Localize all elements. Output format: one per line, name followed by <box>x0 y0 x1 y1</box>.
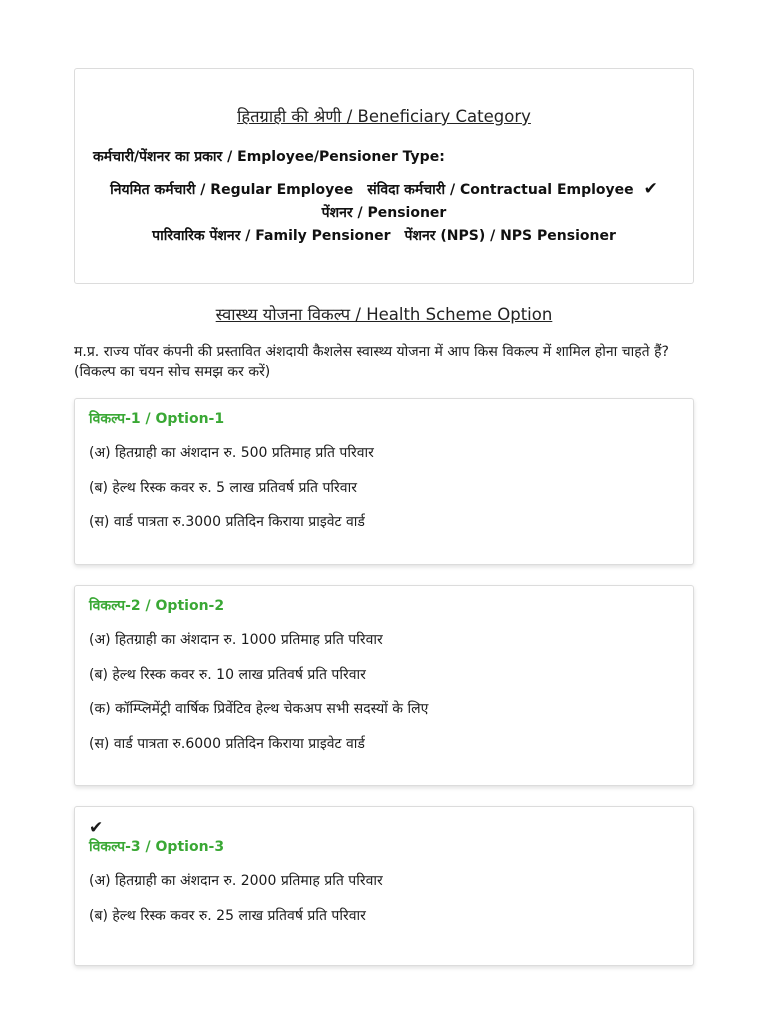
option-item: (ब) हेल्थ रिस्क कवर रु. 5 लाख प्रतिवर्ष प्रति परिवार <box>89 479 357 496</box>
option-item: (अ) हितग्राही का अंशदान रु. 1000 प्रतिमाह प्रति परिवार <box>89 632 383 648</box>
check-mark-icon: ✔ <box>643 179 658 199</box>
health-scheme-title: स्वास्थ्य योजना विकल्प / Health Scheme Option <box>215 305 553 324</box>
type-option-regular[interactable]: नियमित कर्मचारी / Regular Employee <box>110 182 354 198</box>
beneficiary-category-card <box>74 68 694 284</box>
option-item: (अ) हितग्राही का अंशदान रु. 500 प्रतिमाह प्रति परिवार <box>89 445 374 461</box>
employee-type-label: कर्मचारी/पेंशनर का प्रकार / Employee/Pensioner Type: <box>93 149 445 165</box>
health-scheme-question: म.प्र. राज्य पॉवर कंपनी की प्रस्तावित अंशदायी कैशलेस स्वास्थ्य योजना में आप किस विकल्प में शामिल होना चाहते हैं? (विकल्प का चयन सोच समझ कर करें) <box>74 344 669 380</box>
option-item: (अ) हितग्राही का अंशदान रु. 2000 प्रतिमाह प्रति परिवार <box>89 873 383 889</box>
type-option-family-pensioner[interactable]: पारिवारिक पेंशनर / Family Pensioner <box>152 228 391 244</box>
type-row-1 <box>75 179 693 199</box>
option-title: विकल्प-1 / Option-1 <box>89 411 225 427</box>
option-card-1[interactable] <box>74 398 694 565</box>
type-option-pensioner[interactable]: पेंशनर / Pensioner <box>321 205 447 221</box>
option-item: (स) वार्ड पात्रता रु.3000 प्रतिदिन किराया प्राइवेट वार्ड <box>89 514 365 531</box>
beneficiary-category-title: हितग्राही की श्रेणी / Beneficiary Category <box>237 107 531 126</box>
type-option-contractual[interactable]: संविदा कर्मचारी / Contractual Employee <box>367 182 634 198</box>
option-card-3[interactable] <box>74 806 694 966</box>
check-mark-icon: ✔ <box>89 818 104 838</box>
option-item: (स) वार्ड पात्रता रु.6000 प्रतिदिन किराया प्राइवेट वार्ड <box>89 735 365 752</box>
option-item: (ब) हेल्थ रिस्क कवर रु. 10 लाख प्रतिवर्ष प्रति परिवार <box>89 666 366 683</box>
type-option-nps-pensioner[interactable]: पेंशनर (NPS) / NPS Pensioner <box>404 228 616 244</box>
option-item: (ब) हेल्थ रिस्क कवर रु. 25 लाख प्रतिवर्ष प्रति परिवार <box>89 907 366 924</box>
option-item: (क) कॉम्प्लिमेंट्री वार्षिक प्रिवेंटिव हेल्थ चेकअप सभी सदस्यों के लिए <box>89 701 429 718</box>
option-title: विकल्प-3 / Option-3 <box>89 839 225 855</box>
type-row-3 <box>75 226 693 245</box>
option-title: विकल्प-2 / Option-2 <box>89 598 225 614</box>
type-row-2 <box>75 203 693 222</box>
option-card-2[interactable] <box>74 585 694 786</box>
